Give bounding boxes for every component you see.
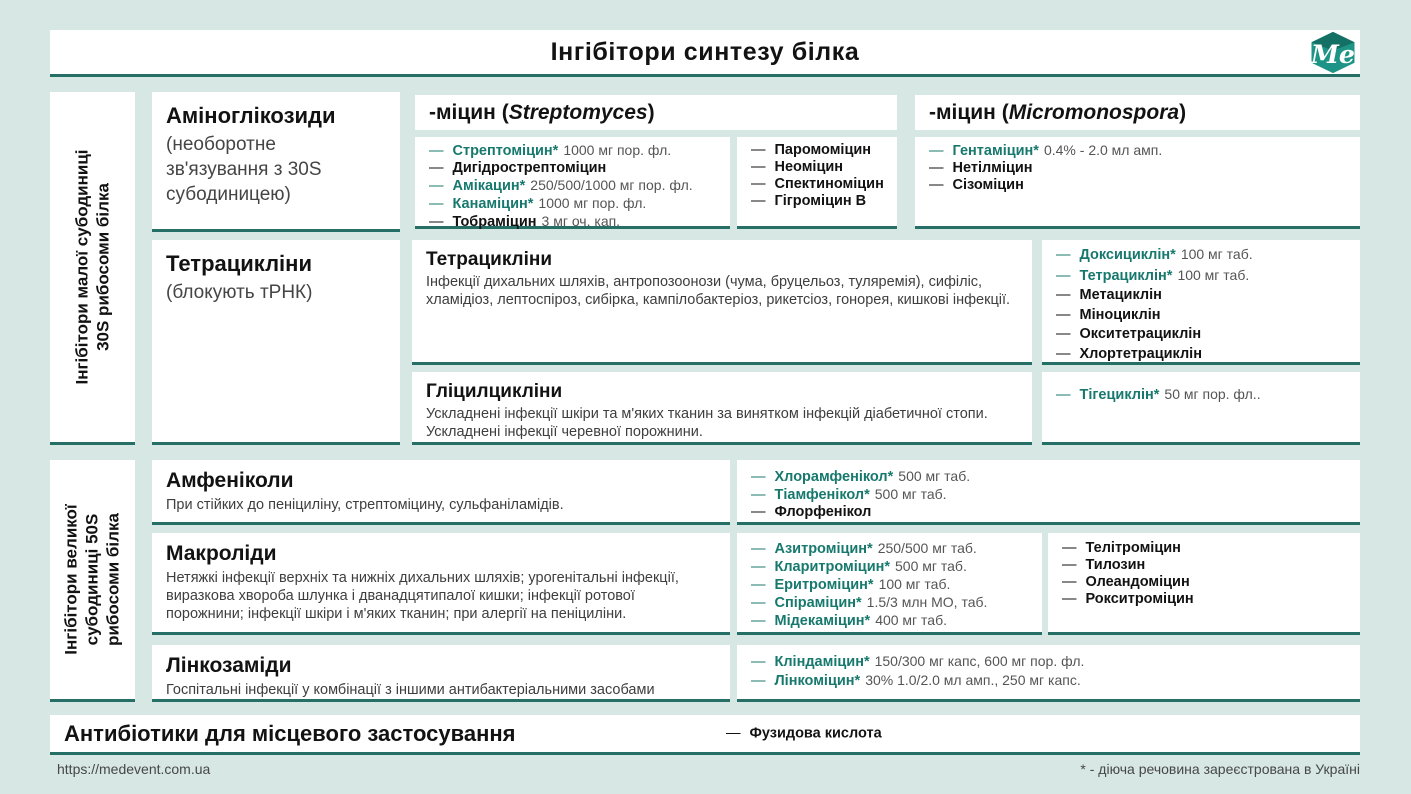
- drug-dose: 500 мг таб.: [898, 468, 971, 484]
- drug-name: Фузидова кислота: [749, 725, 882, 741]
- drug-name: Сізоміцин: [952, 177, 1024, 193]
- drug-name[interactable]: Мідекаміцин*: [774, 613, 871, 629]
- lincosamides-description: Госпітальні інфекції у комбінації з іншими антибактеріальними засобами: [166, 682, 655, 698]
- drug-name: Дигідрострептоміцин: [452, 160, 607, 176]
- sidebar-50s: [50, 460, 135, 702]
- lincosamides-drug-list: [737, 645, 1360, 702]
- dash-bullet: —: [751, 673, 766, 689]
- drug-dose: 100 мг таб.: [1177, 266, 1250, 283]
- medevent-logo: [1308, 31, 1358, 74]
- drug-item: [429, 142, 722, 160]
- drug-name[interactable]: Хлорамфенікол*: [774, 469, 894, 485]
- drug-dose: 30% 1.0/2.0 мл амп., 250 мг капс.: [865, 672, 1081, 688]
- aminoglycosides-title: Аміноглікозиди: [166, 103, 336, 128]
- drug-name: Рокситроміцин: [1085, 591, 1194, 607]
- aminoglycosides-card: [152, 92, 400, 232]
- drug-name[interactable]: Доксициклін*: [1079, 247, 1176, 263]
- tetracyclines-card: [152, 240, 400, 445]
- drug-item: [1062, 557, 1352, 574]
- amphenicols-drug-list: [737, 460, 1360, 525]
- drug-dose: 0.4% - 2.0 мл амп.: [1043, 142, 1163, 158]
- dash-bullet: —: [751, 541, 766, 557]
- dash-bullet: —: [751, 142, 766, 158]
- dash-bullet: —: [429, 160, 444, 176]
- dash-bullet: —: [751, 595, 766, 611]
- drug-item: [751, 540, 1034, 558]
- dash-bullet: —: [751, 159, 766, 175]
- drug-name[interactable]: Лінкоміцин*: [774, 673, 861, 689]
- drug-name[interactable]: Тіамфенікол*: [774, 487, 870, 503]
- drug-name[interactable]: Кліндаміцин*: [774, 654, 870, 670]
- streptomyces-drug-list-1: [415, 137, 730, 229]
- drug-name: Олеандоміцин: [1085, 574, 1190, 590]
- drug-item: [726, 725, 882, 742]
- drug-name[interactable]: Азитроміцин*: [774, 541, 873, 557]
- dash-bullet: —: [751, 613, 766, 629]
- drug-name: Гігроміцин В: [774, 193, 867, 209]
- drug-item: [751, 468, 1352, 486]
- drug-item: [1062, 574, 1352, 591]
- dash-bullet: —: [751, 469, 766, 485]
- tetracyclines-card-subtitle: (блокують тРНК): [166, 282, 313, 303]
- page-title: Інгібітори синтезу білка: [550, 37, 860, 66]
- macrolides-description: Нетяжкі інфекції верхніх та нижніх дихальних шляхів; урогенітальні інфекції, виразкова хвороба шлунка і дванадцятипалої кишки; інфекції ротової порожнини; інфекції шкіри і м'яких тканин; при алергії на пеніциліни.: [166, 570, 679, 622]
- drug-name: Спектиноміцин: [774, 176, 884, 192]
- micromonospora-drug-list: [915, 137, 1360, 229]
- glycylcyclines-info: [412, 372, 1032, 445]
- lincosamides-title: Лінкозаміди: [166, 654, 292, 677]
- dash-bullet: —: [429, 196, 444, 212]
- sidebar-label-line: 30S рибосоми білка: [93, 183, 113, 351]
- macrolides-drug-list-1: [737, 533, 1042, 635]
- topical-antibiotics-title: Антибіотики для місцевого застосування: [64, 721, 516, 746]
- dash-bullet: —: [1056, 345, 1071, 362]
- drug-item: [429, 213, 722, 231]
- drug-item: [1062, 540, 1352, 557]
- dash-bullet: —: [751, 504, 766, 520]
- drug-name: Окситетрациклін: [1079, 326, 1202, 342]
- dash-bullet: —: [1062, 540, 1077, 556]
- drug-name: Метациклін: [1079, 287, 1162, 303]
- drug-item: [929, 160, 1352, 177]
- drug-item: [429, 195, 722, 213]
- dash-bullet: —: [429, 178, 444, 194]
- drug-dose: 3 мг оч. кап.: [541, 213, 621, 229]
- drug-item: [429, 160, 722, 177]
- footnote: * - діюча речовина зареєстрована в Україні: [1080, 761, 1360, 777]
- dash-bullet: —: [1062, 557, 1077, 573]
- drug-name[interactable]: Канаміцин*: [452, 196, 534, 212]
- drug-item: [1056, 325, 1352, 345]
- drug-dose: 150/300 мг капс, 600 мг пор. фл.: [874, 653, 1085, 669]
- drug-item: [1056, 306, 1352, 326]
- macrolides-drug-list-2: [1048, 533, 1360, 635]
- sidebar-label-line: Інгібітори великої: [62, 504, 82, 655]
- drug-item: [1056, 245, 1352, 266]
- site-url[interactable]: https://medevent.com.ua: [57, 761, 211, 777]
- drug-item: [751, 176, 889, 193]
- drug-name: Тобраміцин: [452, 214, 537, 230]
- amphenicols-title: Амфеніколи: [166, 469, 294, 492]
- dash-bullet: —: [1056, 326, 1071, 342]
- drug-dose: 1.5/3 млн МО, таб.: [866, 594, 988, 610]
- tetracyclines-card-title: Тетрацикліни: [166, 251, 312, 276]
- drug-name[interactable]: Стрептоміцин*: [452, 143, 559, 159]
- drug-item: [751, 504, 1352, 521]
- drug-item: [929, 142, 1352, 160]
- drug-name: Паромоміцин: [774, 142, 872, 158]
- dash-bullet: —: [1056, 287, 1071, 303]
- dash-bullet: —: [1062, 574, 1077, 590]
- header-bar: [50, 30, 1360, 77]
- tetracyclines-info: [412, 240, 1032, 365]
- drug-dose: 1000 мг пор. фл.: [563, 142, 672, 158]
- header-prefix: -міцин (: [429, 100, 509, 124]
- drug-item: [751, 142, 889, 159]
- drug-dose: 400 мг таб.: [875, 612, 948, 628]
- topical-antibiotics-bar: [50, 715, 1360, 755]
- drug-item: [1056, 266, 1352, 287]
- drug-name[interactable]: Еритроміцин*: [774, 577, 874, 593]
- drug-dose: 100 мг таб.: [1180, 246, 1253, 262]
- drug-name: Телітроміцин: [1085, 540, 1181, 556]
- dash-bullet: —: [1056, 306, 1071, 323]
- drug-name[interactable]: Тетрациклін*: [1079, 267, 1173, 284]
- drug-item: [751, 159, 889, 176]
- drug-name: Флорфенікол: [774, 504, 872, 520]
- dash-bullet: —: [1056, 267, 1071, 284]
- drug-item: [429, 177, 722, 195]
- dash-bullet: —: [429, 143, 444, 159]
- drug-item: [751, 652, 1352, 671]
- micromonospora-header: [915, 95, 1360, 130]
- drug-name: Нетілміцин: [952, 160, 1033, 176]
- amphenicols-description: При стійких до пеніциліну, стрептоміцину, сульфаніламідів.: [166, 497, 564, 513]
- glycylcyclines-title: Гліцилцикліни: [426, 381, 563, 402]
- drug-item: [751, 671, 1352, 690]
- drug-dose: 50 мг пор. фл..: [1164, 386, 1261, 402]
- header-suffix: ): [1179, 100, 1187, 124]
- sidebar-50s-label: [61, 504, 124, 654]
- sidebar-label-line: субодиниці 50S: [83, 513, 103, 646]
- dash-bullet: —: [751, 193, 766, 209]
- dash-bullet: —: [751, 654, 766, 670]
- macrolides-title: Макроліди: [166, 542, 277, 565]
- drug-dose: 500 мг таб.: [895, 558, 967, 574]
- drug-item: [751, 612, 1034, 630]
- streptomyces-drug-list-2: [737, 137, 897, 229]
- dash-bullet: —: [726, 725, 741, 741]
- genus-name: Micromonospora: [1008, 100, 1180, 124]
- sidebar-30s: [50, 92, 135, 445]
- sidebar-label-line: рибосоми білка: [104, 513, 124, 646]
- drug-name[interactable]: Амікацин*: [452, 178, 526, 194]
- dash-bullet: —: [929, 143, 944, 159]
- dash-bullet: —: [751, 577, 766, 593]
- drug-name: Неоміцин: [774, 159, 844, 175]
- drug-item: [751, 486, 1352, 504]
- sidebar-30s-label: [72, 149, 114, 384]
- dash-bullet: —: [1062, 591, 1077, 607]
- drug-name: Міноциклін: [1079, 306, 1161, 323]
- drug-item: [1056, 286, 1352, 306]
- dash-bullet: —: [429, 214, 444, 230]
- sidebar-label-line: Інгібітори малої субодиниці: [72, 149, 92, 385]
- macrolides-info: [152, 533, 730, 635]
- dash-bullet: —: [751, 559, 766, 575]
- drug-dose: 250/500/1000 мг пор. фл.: [530, 177, 693, 193]
- drug-item: [751, 193, 889, 210]
- drug-item: [929, 177, 1352, 194]
- drug-name[interactable]: Гентаміцин*: [952, 143, 1039, 159]
- dash-bullet: —: [929, 160, 944, 176]
- glycylcyclines-drug-list: [1042, 372, 1360, 445]
- streptomyces-header: [415, 95, 897, 130]
- drug-item: [751, 576, 1034, 594]
- drug-name[interactable]: Тігециклін*: [1079, 387, 1160, 403]
- genus-name: Streptomyces: [508, 100, 648, 124]
- dash-bullet: —: [751, 176, 766, 192]
- dash-bullet: —: [751, 487, 766, 503]
- drug-item: [1062, 591, 1352, 608]
- logo-text: Me: [1311, 38, 1355, 69]
- drug-name: Тилозин: [1085, 557, 1146, 573]
- drug-item: [1056, 345, 1352, 365]
- drug-name[interactable]: Спіраміцин*: [774, 595, 862, 611]
- aminoglycosides-subtitle: (необоротне зв'язування з 30S субодиницею): [166, 134, 322, 205]
- drug-dose: 500 мг таб.: [874, 486, 947, 502]
- drug-dose: 1000 мг пор. фл.: [538, 195, 647, 211]
- tetracyclines-drug-list: [1042, 240, 1360, 365]
- glycylcyclines-description: Ускладнені інфекції шкіри та м'яких тканин за винятком інфекцій діабетичної стопи. Ускладнені інфекції черевної порожнини.: [426, 406, 988, 440]
- drug-item: [1056, 386, 1352, 404]
- topical-drug-list: [726, 725, 882, 742]
- tetracyclines-info-title: Тетрацикліни: [426, 249, 553, 270]
- drug-item: [751, 594, 1034, 612]
- dash-bullet: —: [1056, 247, 1071, 263]
- dash-bullet: —: [1056, 387, 1071, 403]
- header-prefix: -міцин (: [929, 100, 1009, 124]
- drug-item: [751, 558, 1034, 576]
- amphenicols-info: [152, 460, 730, 525]
- tetracyclines-description: Інфекції дихальних шляхів, антропозоонози (чума, бруцельоз, туляремія), сифіліс, хламідіоз, лептоспіроз, сибірка, кампілобактеріоз, рикетсіоз, гонорея, кишкові інфекції.: [426, 274, 1011, 308]
- dash-bullet: —: [929, 177, 944, 193]
- drug-name: Хлортетрациклін: [1079, 345, 1202, 362]
- header-suffix: ): [647, 100, 655, 124]
- drug-dose: 100 мг таб.: [878, 576, 951, 592]
- lincosamides-info: [152, 645, 730, 702]
- drug-dose: 250/500 мг таб.: [877, 540, 977, 556]
- drug-name[interactable]: Кларитроміцин*: [774, 559, 891, 575]
